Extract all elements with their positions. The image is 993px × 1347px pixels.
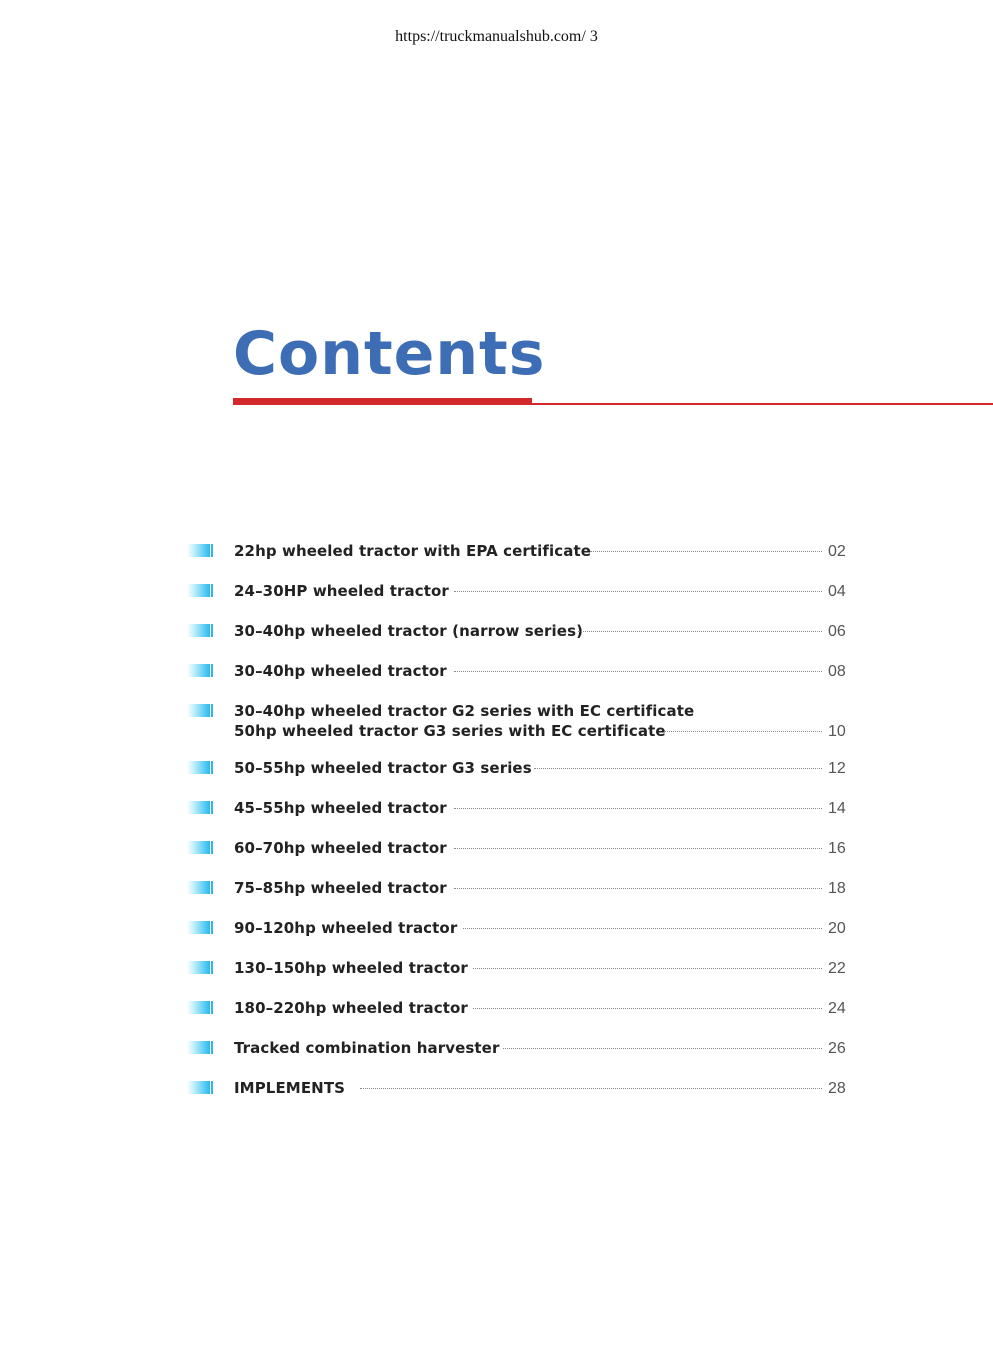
bullet-icon — [187, 841, 213, 854]
dotted-leader — [503, 1048, 822, 1049]
toc-entry-line: Tracked combination harvester — [234, 1039, 500, 1057]
toc-entry-page: 10 — [828, 723, 846, 740]
dotted-leader — [534, 768, 822, 769]
bullet-icon — [187, 544, 213, 557]
toc-entry-page: 28 — [828, 1080, 846, 1097]
dotted-leader — [590, 551, 822, 552]
toc-entry-title — [234, 661, 447, 681]
bullet-icon — [187, 1081, 213, 1094]
toc-entry-line: 30–40hp wheeled tractor — [234, 662, 447, 680]
toc-entry-title — [234, 798, 447, 818]
bullet-icon — [187, 881, 213, 894]
dotted-leader — [454, 671, 822, 672]
toc-entry-title — [234, 541, 591, 561]
dotted-leader — [454, 591, 822, 592]
toc-entry-line: 45–55hp wheeled tractor — [234, 799, 447, 817]
bullet-icon — [187, 921, 213, 934]
toc-entry-title — [234, 1038, 499, 1058]
bullet-icon — [187, 1001, 213, 1014]
toc-entry-page: 22 — [828, 960, 846, 977]
dotted-leader — [578, 631, 822, 632]
toc-entry-page: 02 — [828, 543, 846, 560]
toc-entry-page: 14 — [828, 800, 846, 817]
toc-entry-line: 24–30HP wheeled tractor — [234, 582, 449, 600]
dotted-leader — [664, 731, 822, 732]
toc-entry-title — [234, 758, 532, 778]
bullet-icon — [187, 801, 213, 814]
toc-entry-page: 04 — [828, 583, 846, 600]
toc-entry-line: 50hp wheeled tractor G3 series with EC certificate — [234, 722, 666, 740]
toc-entry-page: 06 — [828, 623, 846, 640]
dotted-leader — [473, 1008, 822, 1009]
toc-entry-line: 60–70hp wheeled tractor — [234, 839, 447, 857]
dotted-leader — [463, 928, 822, 929]
dotted-leader — [360, 1088, 822, 1089]
toc-entry-line: 50–55hp wheeled tractor G3 series — [234, 759, 532, 777]
toc-entry-page: 24 — [828, 1000, 846, 1017]
toc-entry-page: 16 — [828, 840, 846, 857]
bullet-icon — [187, 761, 213, 774]
toc-entry-line: 30–40hp wheeled tractor G2 series with EC certificate — [234, 702, 695, 720]
bullet-icon — [187, 584, 213, 597]
toc-entry-title — [234, 621, 583, 641]
toc-entry-title — [234, 958, 468, 978]
bullet-icon — [187, 704, 213, 717]
dotted-leader — [454, 848, 822, 849]
toc-entry-title — [234, 701, 694, 741]
dotted-leader — [454, 888, 822, 889]
toc-entry-title — [234, 581, 449, 601]
bullet-icon — [187, 961, 213, 974]
toc-entry-title — [234, 1078, 345, 1098]
page-header-url: https://truckmanualshub.com/ 3 — [395, 28, 598, 45]
toc-entry-page: 08 — [828, 663, 846, 680]
toc-entry-line: 130–150hp wheeled tractor — [234, 959, 468, 977]
toc-entry-line: IMPLEMENTS — [234, 1079, 346, 1097]
toc-entry-line: 180–220hp wheeled tractor — [234, 999, 468, 1017]
toc-entry-title — [234, 878, 447, 898]
toc-entry-page: 12 — [828, 760, 846, 777]
toc-entry-title — [234, 918, 457, 938]
toc-entry-line: 30–40hp wheeled tractor (narrow series) — [234, 622, 584, 640]
toc-entry-title — [234, 998, 468, 1018]
dotted-leader — [473, 968, 822, 969]
toc-entry-line: 90–120hp wheeled tractor — [234, 919, 458, 937]
bullet-icon — [187, 1041, 213, 1054]
toc-entry-line: 22hp wheeled tractor with EPA certificate — [234, 542, 592, 560]
toc-entry-title — [234, 838, 447, 858]
toc-entry-line: 75–85hp wheeled tractor — [234, 879, 447, 897]
toc-entry-page: 26 — [828, 1040, 846, 1057]
page-title: Contents — [233, 319, 546, 389]
dotted-leader — [454, 808, 822, 809]
toc-entry-page: 18 — [828, 880, 846, 897]
toc-entry-page: 20 — [828, 920, 846, 937]
bullet-icon — [187, 624, 213, 637]
bullet-icon — [187, 664, 213, 677]
